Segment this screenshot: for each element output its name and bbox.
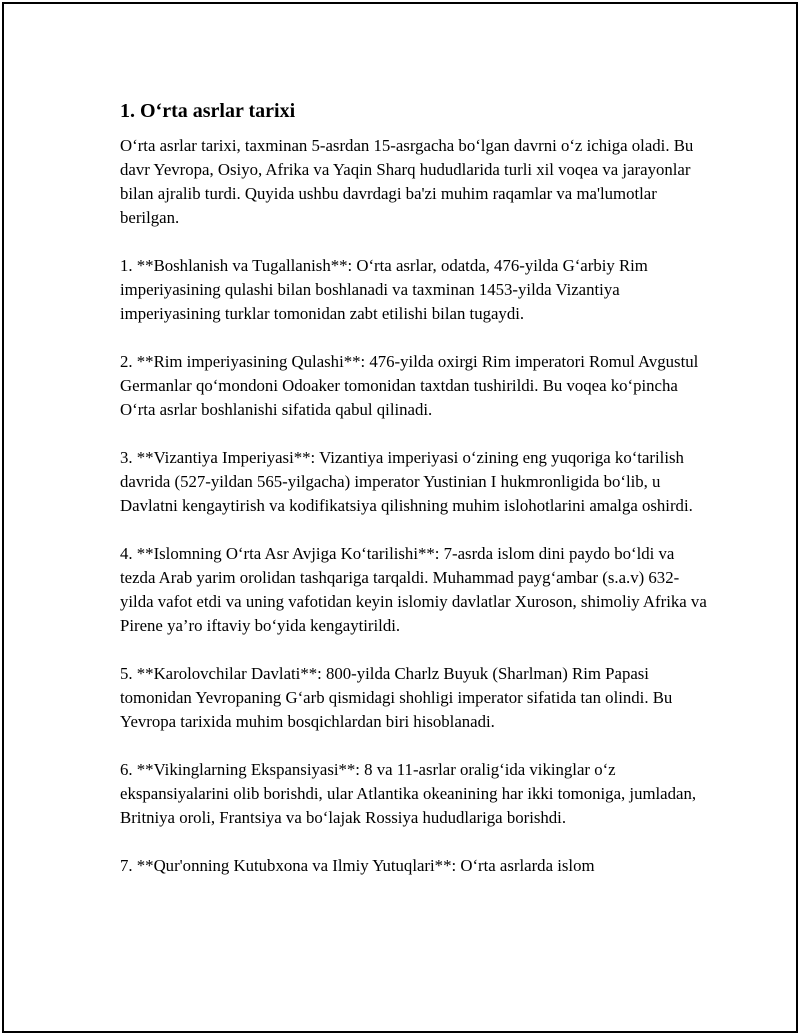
paragraph-item-1: 1. **Boshlanish va Tugallanish**: O‘rta asrlar, odatda, 476-yilda G‘arbiy Rim imperiyasining qulashi bilan boshlanadi va taxminan 1453-yilda Vizantiya imperiyasining turklar tomonidan zabt etilishi bilan tugaydi. (120, 256, 648, 323)
paragraph-item-4: 4. **Islomning O‘rta Asr Avjiga Ko‘tarilishi**: 7-asrda islom dini paydo bo‘ldi va tezda Arab yarim orolidan tashqariga tarqaldi. Muhammad payg‘ambar (s.a.v) 632-yilda vafot etdi va uning vafotidan keyin islomiy davlatlar Xuroson, shimoliy Afrika va Pirene ya’ro iftaviy bo‘yida kengaytirildi. (120, 544, 707, 635)
document-page (2, 2, 798, 1033)
paragraph-item-7: 7. **Qur'onning Kutubxona va Ilmiy Yutuqlari**: O‘rta asrlarda islom (120, 856, 595, 875)
paragraph-item-5: 5. **Karolovchilar Davlati**: 800-yilda Charlz Buyuk (Sharlman) Rim Papasi tomonidan Yevropaning G‘arb qismidagi shohligi imperator sifatida tan olindi. Bu Yevropa tarixida muhim bosqichlardan biri hisoblanadi. (120, 664, 673, 731)
intro-paragraph: O‘rta asrlar tarixi, taxminan 5-asrdan 15-asrgacha bo‘lgan davrni o‘z ichiga oladi. Bu davr Yevropa, Osiyo, Afrika va Yaqin Sharq hududlarida turli xil voqea va jarayonlar bilan ajralib turdi. Quyida ushbu davrdagi ba'zi muhim raqamlar va ma'lumotlar berilgan. (120, 136, 694, 227)
section-heading: 1. O‘rta asrlar tarixi (120, 100, 296, 122)
paragraph-item-2: 2. **Rim imperiyasining Qulashi**: 476-yilda oxirgi Rim imperatori Romul Avgustul Germanlar qo‘mondoni Odoaker tomonidan taxtdan tushirildi. Bu voqea ko‘pincha O‘rta asrlar boshlanishi sifatida qabul qilinadi. (120, 352, 699, 419)
paragraph-item-6: 6. **Vikinglarning Ekspansiyasi**: 8 va 11-asrlar oralig‘ida vikinglar o‘z ekspansiyalarini olib borishdi, ular Atlantika okeanining har ikki tomoniga, jumladan, Britniya oroli, Frantsiya va bo‘lajak Rossiya hududlariga borishdi. (120, 760, 697, 827)
paragraph-item-3: 3. **Vizantiya Imperiyasi**: Vizantiya imperiyasi o‘zining eng yuqoriga ko‘tarilish davrida (527-yildan 565-yilgacha) imperator Yustinian I hukmronligida bo‘lib, u Davlatni kengaytirish va kodifikatsiya qilishning muhim islohotlarini amalga oshirdi. (120, 448, 693, 515)
document-content (120, 98, 710, 902)
